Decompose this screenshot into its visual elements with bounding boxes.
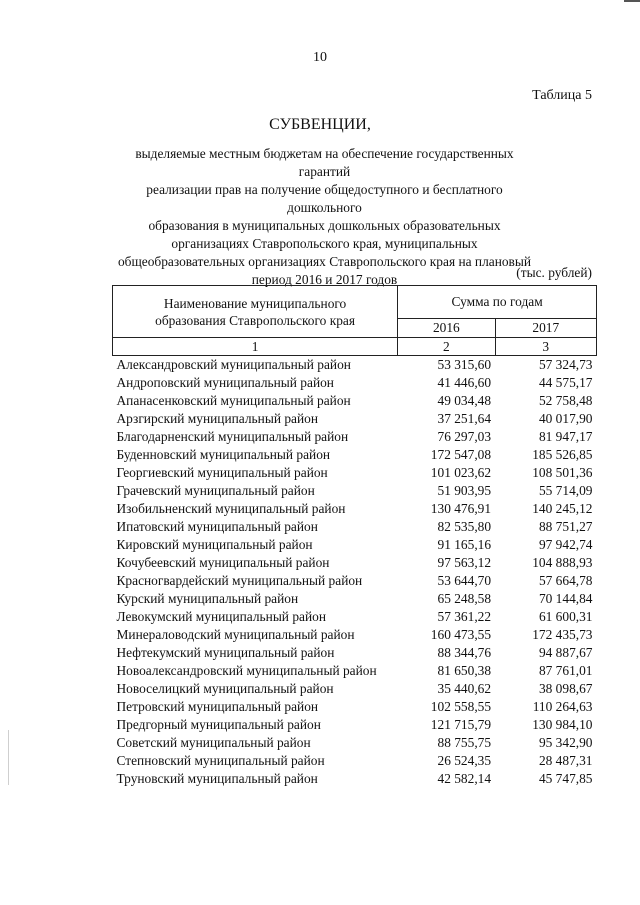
table-row <box>113 392 597 410</box>
table-row <box>113 770 597 788</box>
table-row <box>113 716 597 734</box>
value-2017: 97 942,74 <box>538 537 593 552</box>
municipality-name: Андроповский муниципальный район <box>116 375 334 390</box>
subtitle-line: образования в муниципальных дошкольных образовательных <box>148 218 501 233</box>
value-2017: 40 017,90 <box>538 411 593 426</box>
value-2016: 172 547,08 <box>430 447 492 462</box>
subtitle-line: реализации прав на получение общедоступного и бесплатного дошкольного <box>146 182 503 215</box>
municipality-name: Грачевский муниципальный район <box>116 483 315 498</box>
municipality-name: Петровский муниципальный район <box>116 699 319 714</box>
value-2016: 41 446,60 <box>437 375 492 390</box>
value-2016: 76 297,03 <box>437 429 492 444</box>
value-2017: 88 751,27 <box>538 519 593 534</box>
value-2016: 82 535,80 <box>437 519 492 534</box>
document-title: СУБВЕНЦИИ, <box>269 116 371 133</box>
value-2017: 130 984,10 <box>532 717 593 732</box>
value-2016: 130 476,91 <box>430 501 492 516</box>
municipality-name: Труновский муниципальный район <box>116 771 318 786</box>
municipality-name: Александровский муниципальный район <box>116 357 351 372</box>
municipality-name: Минераловодский муниципальный район <box>116 627 355 642</box>
header-name-line2: образования Ставропольского края <box>155 312 356 328</box>
table-row <box>113 482 597 500</box>
column-index-1: 1 <box>113 338 398 356</box>
municipality-name: Кочубеевский муниципальный район <box>116 555 330 570</box>
table-row <box>113 446 597 464</box>
header-year-2016: 2016 <box>398 319 495 338</box>
value-2016: 121 715,79 <box>430 717 492 732</box>
municipality-name: Новоалександровский муниципальный район <box>116 663 377 678</box>
value-2016: 97 563,12 <box>437 555 492 570</box>
table-row <box>113 464 597 482</box>
table-row <box>113 374 597 392</box>
value-2017: 95 342,90 <box>538 735 593 750</box>
value-2016: 53 315,60 <box>437 357 492 372</box>
value-2017: 38 098,67 <box>538 681 593 696</box>
value-2017: 87 761,01 <box>538 663 593 678</box>
table-row <box>113 626 597 644</box>
value-2017: 185 526,85 <box>532 447 593 462</box>
table-row <box>113 590 597 608</box>
header-year-2017: 2017 <box>495 319 596 338</box>
municipality-name: Ипатовский муниципальный район <box>116 519 318 534</box>
value-2017: 108 501,36 <box>532 465 593 480</box>
subtitle-line: период 2016 и 2017 годов <box>251 272 398 287</box>
scan-edge-mark <box>8 730 9 785</box>
table-row <box>113 752 597 770</box>
value-2017: 55 714,09 <box>538 483 593 498</box>
scan-corner-mark <box>624 0 640 2</box>
municipality-name: Предгорный муниципальный район <box>116 717 321 732</box>
table-row <box>113 554 597 572</box>
municipality-name: Левокумский муниципальный район <box>116 609 326 624</box>
value-2016: 65 248,58 <box>437 591 492 606</box>
table-row <box>113 698 597 716</box>
value-2017: 172 435,73 <box>532 627 593 642</box>
value-2016: 91 165,16 <box>437 537 492 552</box>
subtitle-line: выделяемые местным бюджетам на обеспечение государственных гарантий <box>135 146 514 179</box>
value-2016: 42 582,14 <box>437 771 492 786</box>
table-row <box>113 734 597 752</box>
table-row <box>113 644 597 662</box>
table-row <box>113 410 597 428</box>
municipality-name: Изобильненский муниципальный район <box>116 501 346 516</box>
value-2016: 81 650,38 <box>437 663 492 678</box>
value-2017: 45 747,85 <box>538 771 593 786</box>
table-number: Таблица 5 <box>532 88 592 103</box>
table-row <box>113 680 597 698</box>
municipality-name: Апанасенковский муниципальный район <box>116 393 351 408</box>
units-label: (тыс. рублей) <box>516 265 592 280</box>
column-index-3: 3 <box>495 338 596 356</box>
value-2016: 53 644,70 <box>437 573 492 588</box>
municipality-name: Новоселицкий муниципальный район <box>116 681 334 696</box>
table-row <box>113 518 597 536</box>
value-2016: 35 440,62 <box>437 681 492 696</box>
value-2017: 52 758,48 <box>538 393 593 408</box>
value-2016: 160 473,55 <box>430 627 492 642</box>
value-2017: 57 664,78 <box>538 573 593 588</box>
municipality-name: Буденновский муниципальный район <box>116 447 331 462</box>
header-sum-by-years: Сумма по годам <box>398 286 597 319</box>
value-2016: 26 524,35 <box>437 753 492 768</box>
municipality-name: Благодарненский муниципальный район <box>116 429 349 444</box>
value-2016: 57 361,22 <box>437 609 492 624</box>
value-2016: 88 344,76 <box>437 645 492 660</box>
value-2016: 101 023,62 <box>430 465 492 480</box>
municipality-name: Степновский муниципальный район <box>116 753 325 768</box>
table-row <box>113 662 597 680</box>
value-2017: 44 575,17 <box>538 375 593 390</box>
subtitle-line: организациях Ставропольского края, муниципальных <box>171 236 478 251</box>
table-body <box>113 356 597 789</box>
municipality-name: Советский муниципальный район <box>116 735 311 750</box>
header-name-line1: Наименование муниципального <box>163 295 347 311</box>
table-row <box>113 608 597 626</box>
value-2017: 110 264,63 <box>532 699 593 714</box>
table-row <box>113 356 597 375</box>
table-row <box>113 500 597 518</box>
municipality-name: Георгиевский муниципальный район <box>116 465 328 480</box>
municipality-name: Курский муниципальный район <box>116 591 299 606</box>
header-municipality <box>113 286 398 338</box>
value-2016: 88 755,75 <box>437 735 492 750</box>
page-number: 10 <box>313 50 327 65</box>
subventions-table <box>112 285 597 788</box>
municipality-name: Арзгирский муниципальный район <box>116 411 318 426</box>
municipality-name: Красногвардейский муниципальный район <box>116 573 363 588</box>
value-2017: 81 947,17 <box>538 429 593 444</box>
value-2017: 104 888,93 <box>532 555 593 570</box>
table-row <box>113 536 597 554</box>
value-2016: 37 251,64 <box>437 411 492 426</box>
value-2017: 28 487,31 <box>538 753 593 768</box>
table-row <box>113 572 597 590</box>
value-2017: 94 887,67 <box>538 645 593 660</box>
value-2017: 57 324,73 <box>538 357 593 372</box>
value-2016: 51 903,95 <box>437 483 492 498</box>
value-2017: 140 245,12 <box>532 501 593 516</box>
value-2017: 70 144,84 <box>538 591 593 606</box>
municipality-name: Нефтекумский муниципальный район <box>116 645 335 660</box>
value-2016: 49 034,48 <box>437 393 492 408</box>
column-index-2: 2 <box>398 338 495 356</box>
municipality-name: Кировский муниципальный район <box>116 537 313 552</box>
document-subtitle <box>112 145 537 289</box>
value-2017: 61 600,31 <box>538 609 593 624</box>
value-2016: 102 558,55 <box>430 699 492 714</box>
subtitle-line: общеобразовательных организациях Ставропольского края на плановый <box>117 254 532 269</box>
table-row <box>113 428 597 446</box>
